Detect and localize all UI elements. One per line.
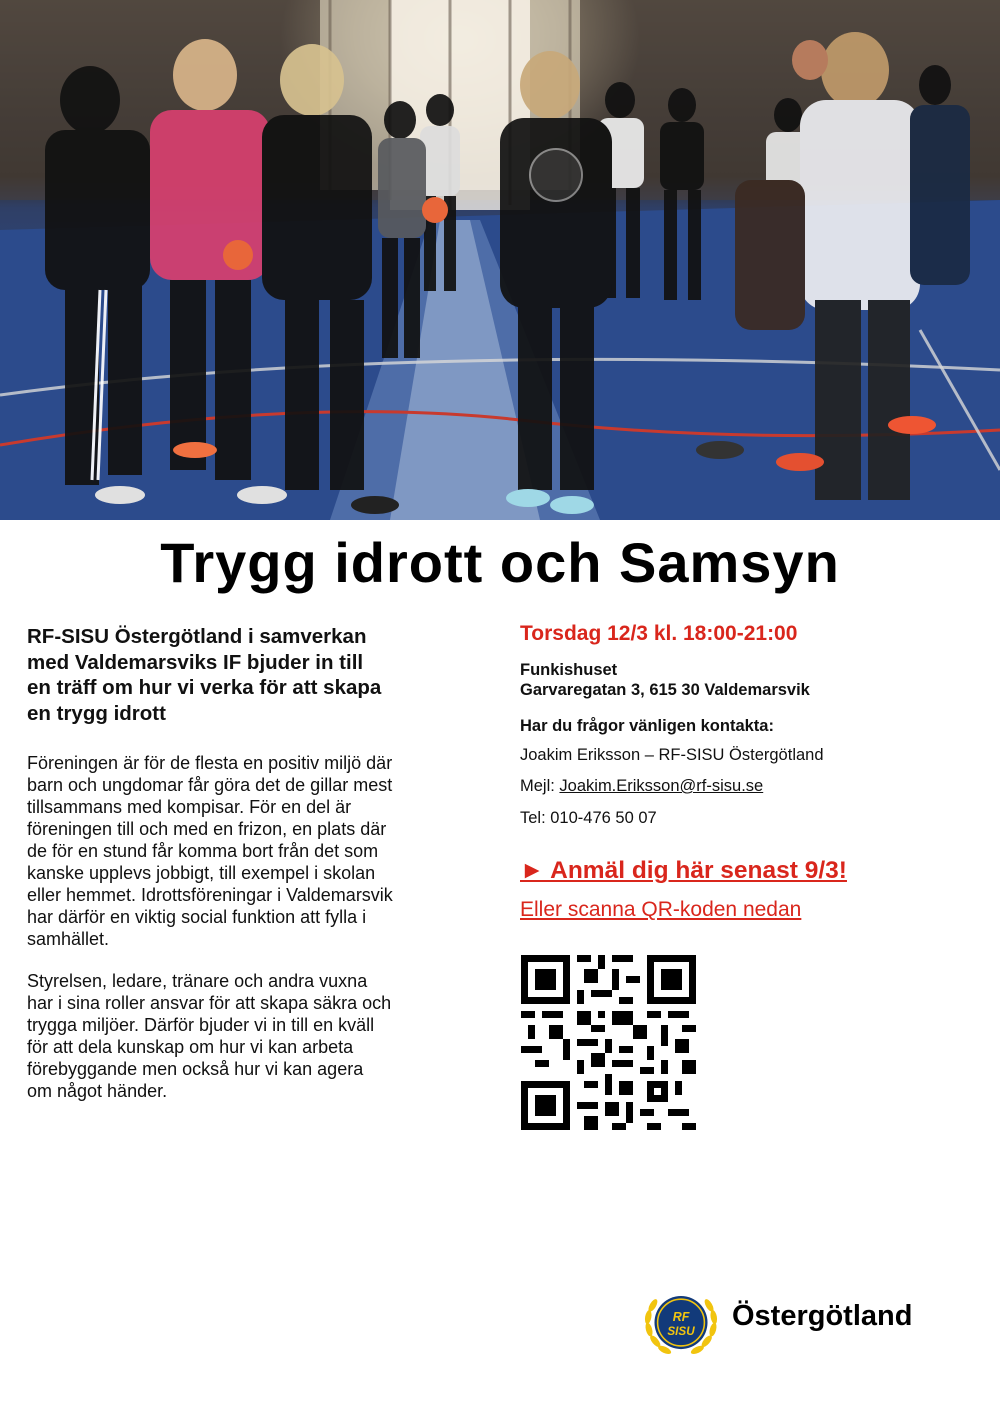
signup-link[interactable]: ► Anmäl dig här senast 9/3! xyxy=(520,857,847,884)
body-paragraph-1 xyxy=(27,752,452,950)
body-line: trygga miljöer. Därför bjuder vi in till en kväll xyxy=(27,1015,375,1035)
body-line: Styrelsen, ledare, tränare och andra vuxna xyxy=(27,971,368,991)
contact-heading: Har du frågor vänligen kontakta: xyxy=(520,717,774,735)
body-line: Föreningen är för de flesta en positiv miljö där xyxy=(27,753,393,773)
lead-line: en träff om hur vi verka för att skapa xyxy=(27,676,382,699)
contact-mail-row xyxy=(520,777,763,796)
qr-code-icon[interactable] xyxy=(521,955,696,1130)
lead-line: RF-SISU Östergötland i samverkan xyxy=(27,625,367,648)
lead-line: med Valdemarsviks IF bjuder in till xyxy=(27,650,364,674)
body-line: har i sina roller ansvar för att skapa säkra och xyxy=(27,993,392,1013)
contact-phone: Tel: 010-476 50 07 xyxy=(520,809,657,827)
page-title: Trygg idrott och Samsyn xyxy=(160,531,840,594)
body-line: föreningen till och med en frizon, en plats där xyxy=(27,819,387,839)
event-address: Garvaregatan 3, 615 30 Valdemarsvik xyxy=(520,681,810,699)
body-line: har därför en viktig social funktion att fylla i xyxy=(27,907,367,927)
rf-sisu-logo xyxy=(642,1282,720,1360)
event-venue: Funkishuset xyxy=(520,661,618,679)
body-line: samhället. xyxy=(27,929,110,949)
event-datetime: Torsdag 12/3 kl. 18:00-21:00 xyxy=(520,622,798,645)
contact-mail-label: Mejl: xyxy=(520,777,560,795)
lead-line: en trygg idrott xyxy=(27,701,166,725)
contact-mail-link[interactable]: Joakim.Eriksson@rf-sisu.se xyxy=(559,777,764,795)
body-paragraph-2 xyxy=(27,970,452,1102)
svg-text:RF: RF xyxy=(672,1310,690,1324)
body-line: kanske upplevs jobbigt, till exempel i skolan xyxy=(27,863,376,883)
hero-photo xyxy=(0,0,1000,520)
body-line: de för en stund får komma bort från det som xyxy=(27,841,379,861)
svg-text:SISU: SISU xyxy=(667,1325,695,1339)
hero-photo-illustration xyxy=(0,0,1000,520)
body-line: eller hemmet. Idrottsföreningar i Valdemarsvik xyxy=(27,885,393,905)
body-line: tillsammans med kompisar. För en del är xyxy=(27,797,352,817)
lead-paragraph xyxy=(27,624,447,726)
qr-instruction-link[interactable]: Eller scanna QR-koden nedan xyxy=(520,898,802,921)
body-line: barn och ungdomar får göra det de gillar mest xyxy=(27,775,393,795)
body-line: för att dela kunskap om hur vi kan arbeta xyxy=(27,1037,354,1057)
body-line: om något händer. xyxy=(27,1081,168,1101)
event-venue-block xyxy=(520,660,810,700)
body-line: förebyggande men också hur vi kan agera xyxy=(27,1059,364,1079)
contact-name: Joakim Eriksson – RF-SISU Östergötland xyxy=(520,746,824,764)
region-name: Östergötland xyxy=(732,1300,913,1332)
